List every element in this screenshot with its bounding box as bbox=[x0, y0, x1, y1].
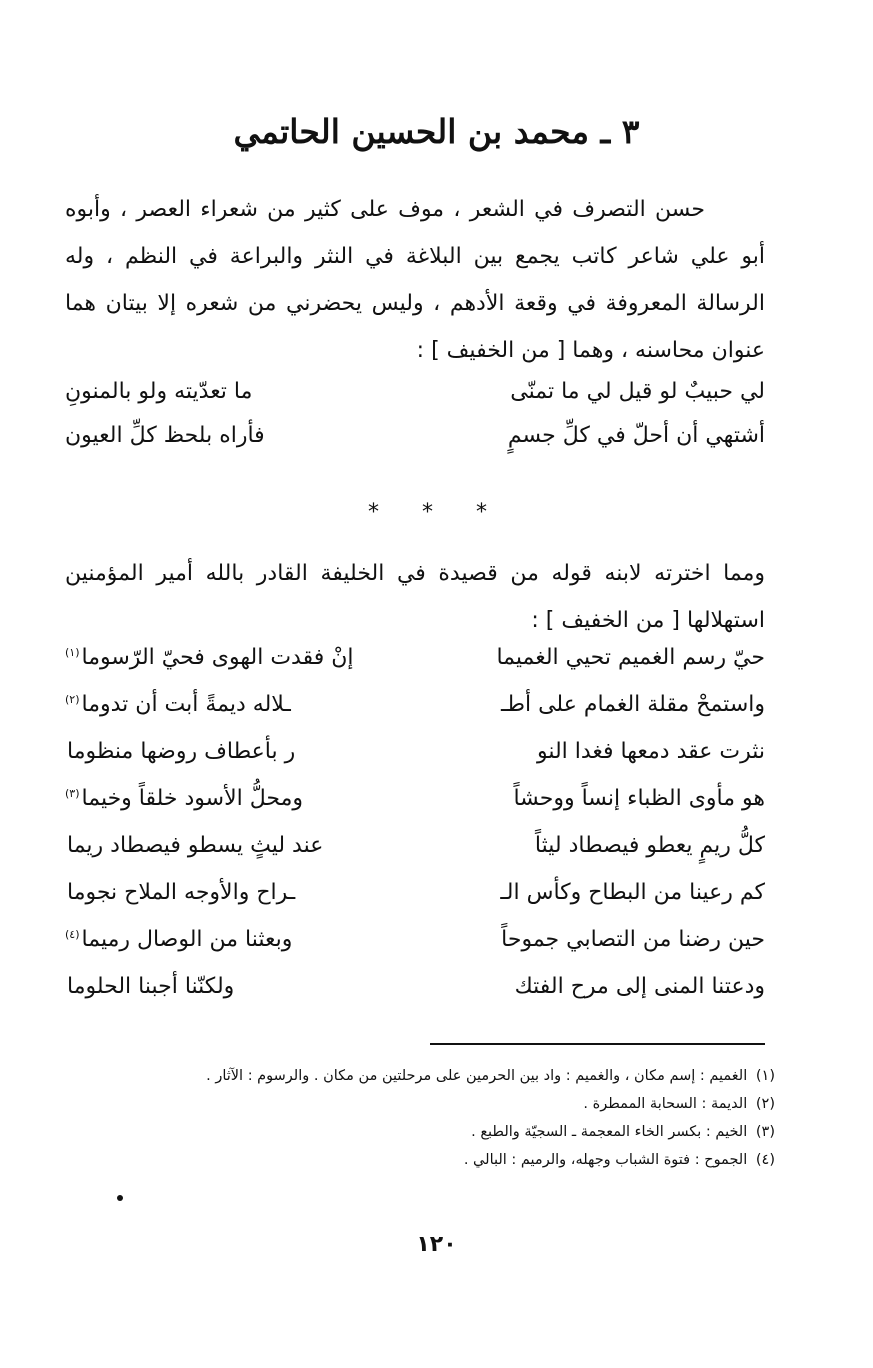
footnote-reference: (٢) bbox=[65, 692, 80, 706]
verse-line bbox=[65, 739, 765, 786]
footnote bbox=[80, 1062, 775, 1090]
footnote-number: (٢) bbox=[755, 1096, 775, 1112]
intro-paragraph bbox=[65, 186, 765, 374]
second-paragraph bbox=[65, 550, 765, 644]
verse-line bbox=[65, 423, 765, 467]
verse-second-hemistich-text: إنْ فقدت الهوى فحيّ الرّسوما bbox=[81, 645, 354, 670]
verse-second-hemistich bbox=[65, 833, 323, 858]
footnote-number: (٣) bbox=[755, 1124, 775, 1140]
verse-first-hemistich: واستمحْ مقلة الغمام على أطـ bbox=[501, 692, 765, 717]
footnote-text: الغميم : إسم مكان ، والغميم : واد بين الحرمين على مرحلتين من مكان . والرسوم : الآثار . bbox=[206, 1068, 748, 1084]
verse-second-hemistich-text: وبعثنا من الوصال رميما bbox=[81, 927, 293, 952]
verse-line bbox=[65, 974, 765, 1021]
footnote bbox=[80, 1146, 775, 1174]
verse-line bbox=[65, 645, 765, 692]
footnote-reference: (١) bbox=[65, 645, 80, 659]
verse-first-hemistich: أشتهي أن أحلّ في كلِّ جسمٍ bbox=[507, 423, 765, 448]
footnote-divider bbox=[430, 1043, 765, 1045]
section-title: ٣ ـ محمد بن الحسين الحاتمي bbox=[233, 112, 640, 151]
verse-second-hemistich-text: ومحلُّ الأسود خلقاً وخيما bbox=[81, 786, 304, 811]
verse-line bbox=[65, 786, 765, 833]
verse-line bbox=[65, 833, 765, 880]
footnote-text: الديمة : السحابة الممطرة . bbox=[583, 1096, 748, 1112]
verse-first-hemistich: ودعتنا المنى إلى مرح الفتك bbox=[514, 974, 765, 999]
verse-line bbox=[65, 927, 765, 974]
footnote-number: (٤) bbox=[755, 1152, 775, 1168]
verse-second-hemistich-text: ر بأعطاف روضها منظوما bbox=[67, 739, 296, 764]
verse-second-hemistich bbox=[65, 927, 292, 952]
verse-line bbox=[65, 880, 765, 927]
footnote-number: (١) bbox=[755, 1068, 775, 1084]
intro-paragraph-text: حسن التصرف في الشعر ، موف على كثير من شعراء العصر ، وأبوه أبو علي شاعر كاتب يجمع بين البلاغة في النثر والبراعة في النظم ، وله الرسالة المعروفة في وقعة الأدهم ، وليس يحضرني من شعره إلا بيتان هما عنوان محاسنه ، وهما [ من الخفيف ] : bbox=[65, 197, 765, 363]
second-paragraph-text: ومما اخترته لابنه قوله من قصيدة في الخليفة القادر بالله أمير المؤمنين استهلالها [ من الخفيف ] : bbox=[65, 561, 765, 633]
verse-first-hemistich: هو مأوى الظباء إنساً ووحشاً bbox=[513, 786, 765, 811]
verse-second-hemistich-text: ولكنّنا أجبنا الحلوما bbox=[67, 974, 235, 999]
poem-2 bbox=[65, 645, 765, 1021]
verse-second-hemistich bbox=[65, 739, 295, 764]
verse-second-hemistich bbox=[65, 974, 234, 999]
footnote-reference: (٣) bbox=[65, 786, 80, 800]
verse-second-hemistich: ما تعدّيته ولو بالمنونِ bbox=[65, 379, 253, 404]
footnote-text: الجموح : فتوة الشباب وجهله، والرميم : البالي . bbox=[463, 1152, 748, 1168]
ink-dot bbox=[117, 1195, 123, 1201]
verse-second-hemistich: فأراه بلحظ كلِّ العيون bbox=[65, 423, 265, 448]
poem-1 bbox=[65, 379, 765, 467]
footnotes bbox=[80, 1062, 775, 1174]
verse-second-hemistich bbox=[65, 786, 303, 811]
verse-first-hemistich: كلُّ ريمٍ يعطو فيصطاد ليثاً bbox=[534, 833, 765, 858]
verse-second-hemistich-text: عند ليثٍ يسطو فيصطاد ريما bbox=[67, 833, 324, 858]
verse-second-hemistich-text: ـلاله ديمةً أبت أن تدوما bbox=[81, 692, 291, 717]
verse-first-hemistich: كم رعينا من البطاح وكأس الـ bbox=[500, 880, 765, 905]
footnote bbox=[80, 1118, 775, 1146]
page-number: ١٢٠ bbox=[416, 1232, 457, 1257]
verse-first-hemistich: لي حبيبٌ لو قيل لي ما تمنّى bbox=[510, 379, 765, 404]
footnote-text: الخيم : بكسر الخاء المعجمة ـ السجيّة والطبع . bbox=[471, 1124, 748, 1140]
footnote-reference: (٤) bbox=[65, 927, 80, 941]
verse-second-hemistich bbox=[65, 645, 354, 670]
verse-line bbox=[65, 379, 765, 423]
verse-second-hemistich bbox=[65, 692, 291, 717]
verse-first-hemistich: حين رضنا من التصابي جموحاً bbox=[501, 927, 765, 952]
section-separator: * * * bbox=[368, 500, 505, 525]
verse-second-hemistich bbox=[65, 880, 295, 905]
verse-second-hemistich-text: ـراح والأوجه الملاح نجوما bbox=[67, 880, 296, 905]
verse-line bbox=[65, 692, 765, 739]
verse-first-hemistich: نثرت عقد دمعها فغدا النو bbox=[536, 739, 765, 764]
verse-first-hemistich: حيّ رسم الغميم تحيي الغميما bbox=[496, 645, 765, 670]
footnote bbox=[80, 1090, 775, 1118]
